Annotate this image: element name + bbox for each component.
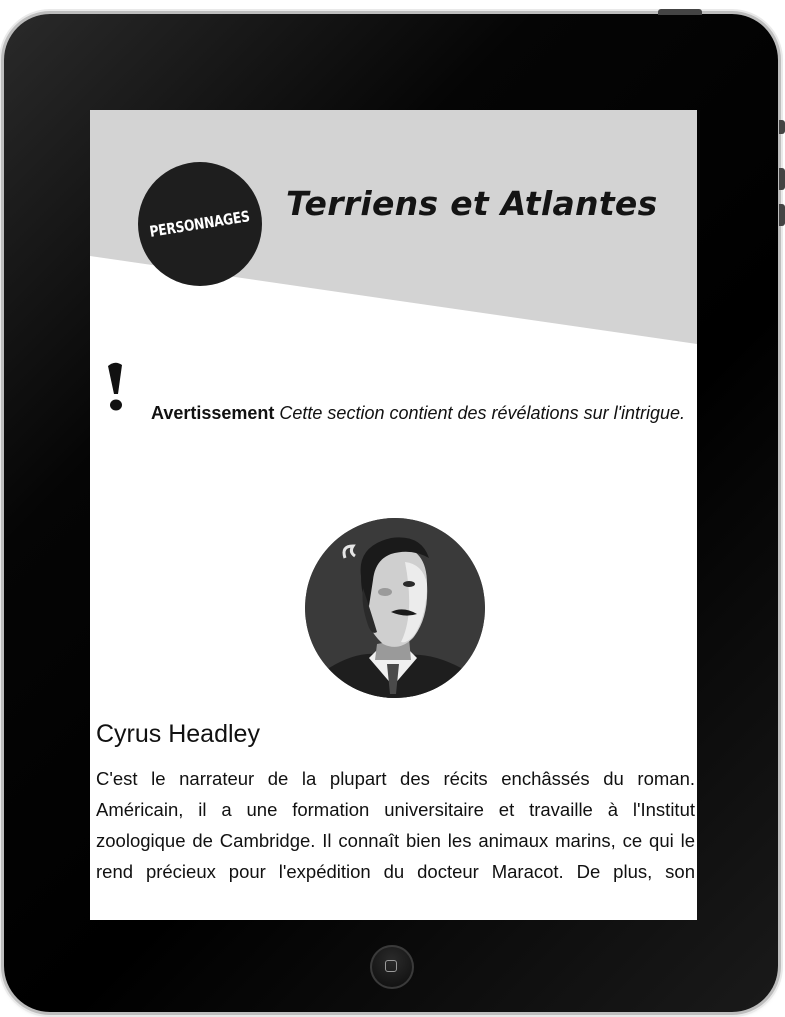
personnages-badge	[138, 162, 262, 286]
badge-label: PERSONNAGES	[148, 207, 252, 241]
spoiler-warning	[95, 398, 693, 429]
character-description: C'est le narrateur de la plupart des récits enchâssés du roman. Américain, il a une formation universitaire et travaille à l'Institut zoologique de Cambridge. Il connaît bien les animaux marins, ce qui le rend précieux pour l'expédition du docteur Maracot. De plus, son	[96, 768, 695, 882]
ebook-screen[interactable]	[90, 110, 697, 920]
mute-switch[interactable]	[779, 120, 785, 134]
volume-down-button[interactable]	[779, 204, 785, 226]
volume-up-button[interactable]	[779, 168, 785, 190]
section-title: Terriens et Atlantes	[286, 184, 658, 223]
home-square-icon	[385, 960, 397, 972]
home-button[interactable]	[370, 945, 414, 989]
character-name: Cyrus Headley	[96, 720, 260, 748]
power-button[interactable]	[658, 9, 702, 15]
character-portrait	[305, 518, 485, 698]
warning-label: Avertissement	[151, 403, 275, 423]
warning-text: Cette section contient des révélations sur l'intrigue.	[279, 403, 686, 423]
